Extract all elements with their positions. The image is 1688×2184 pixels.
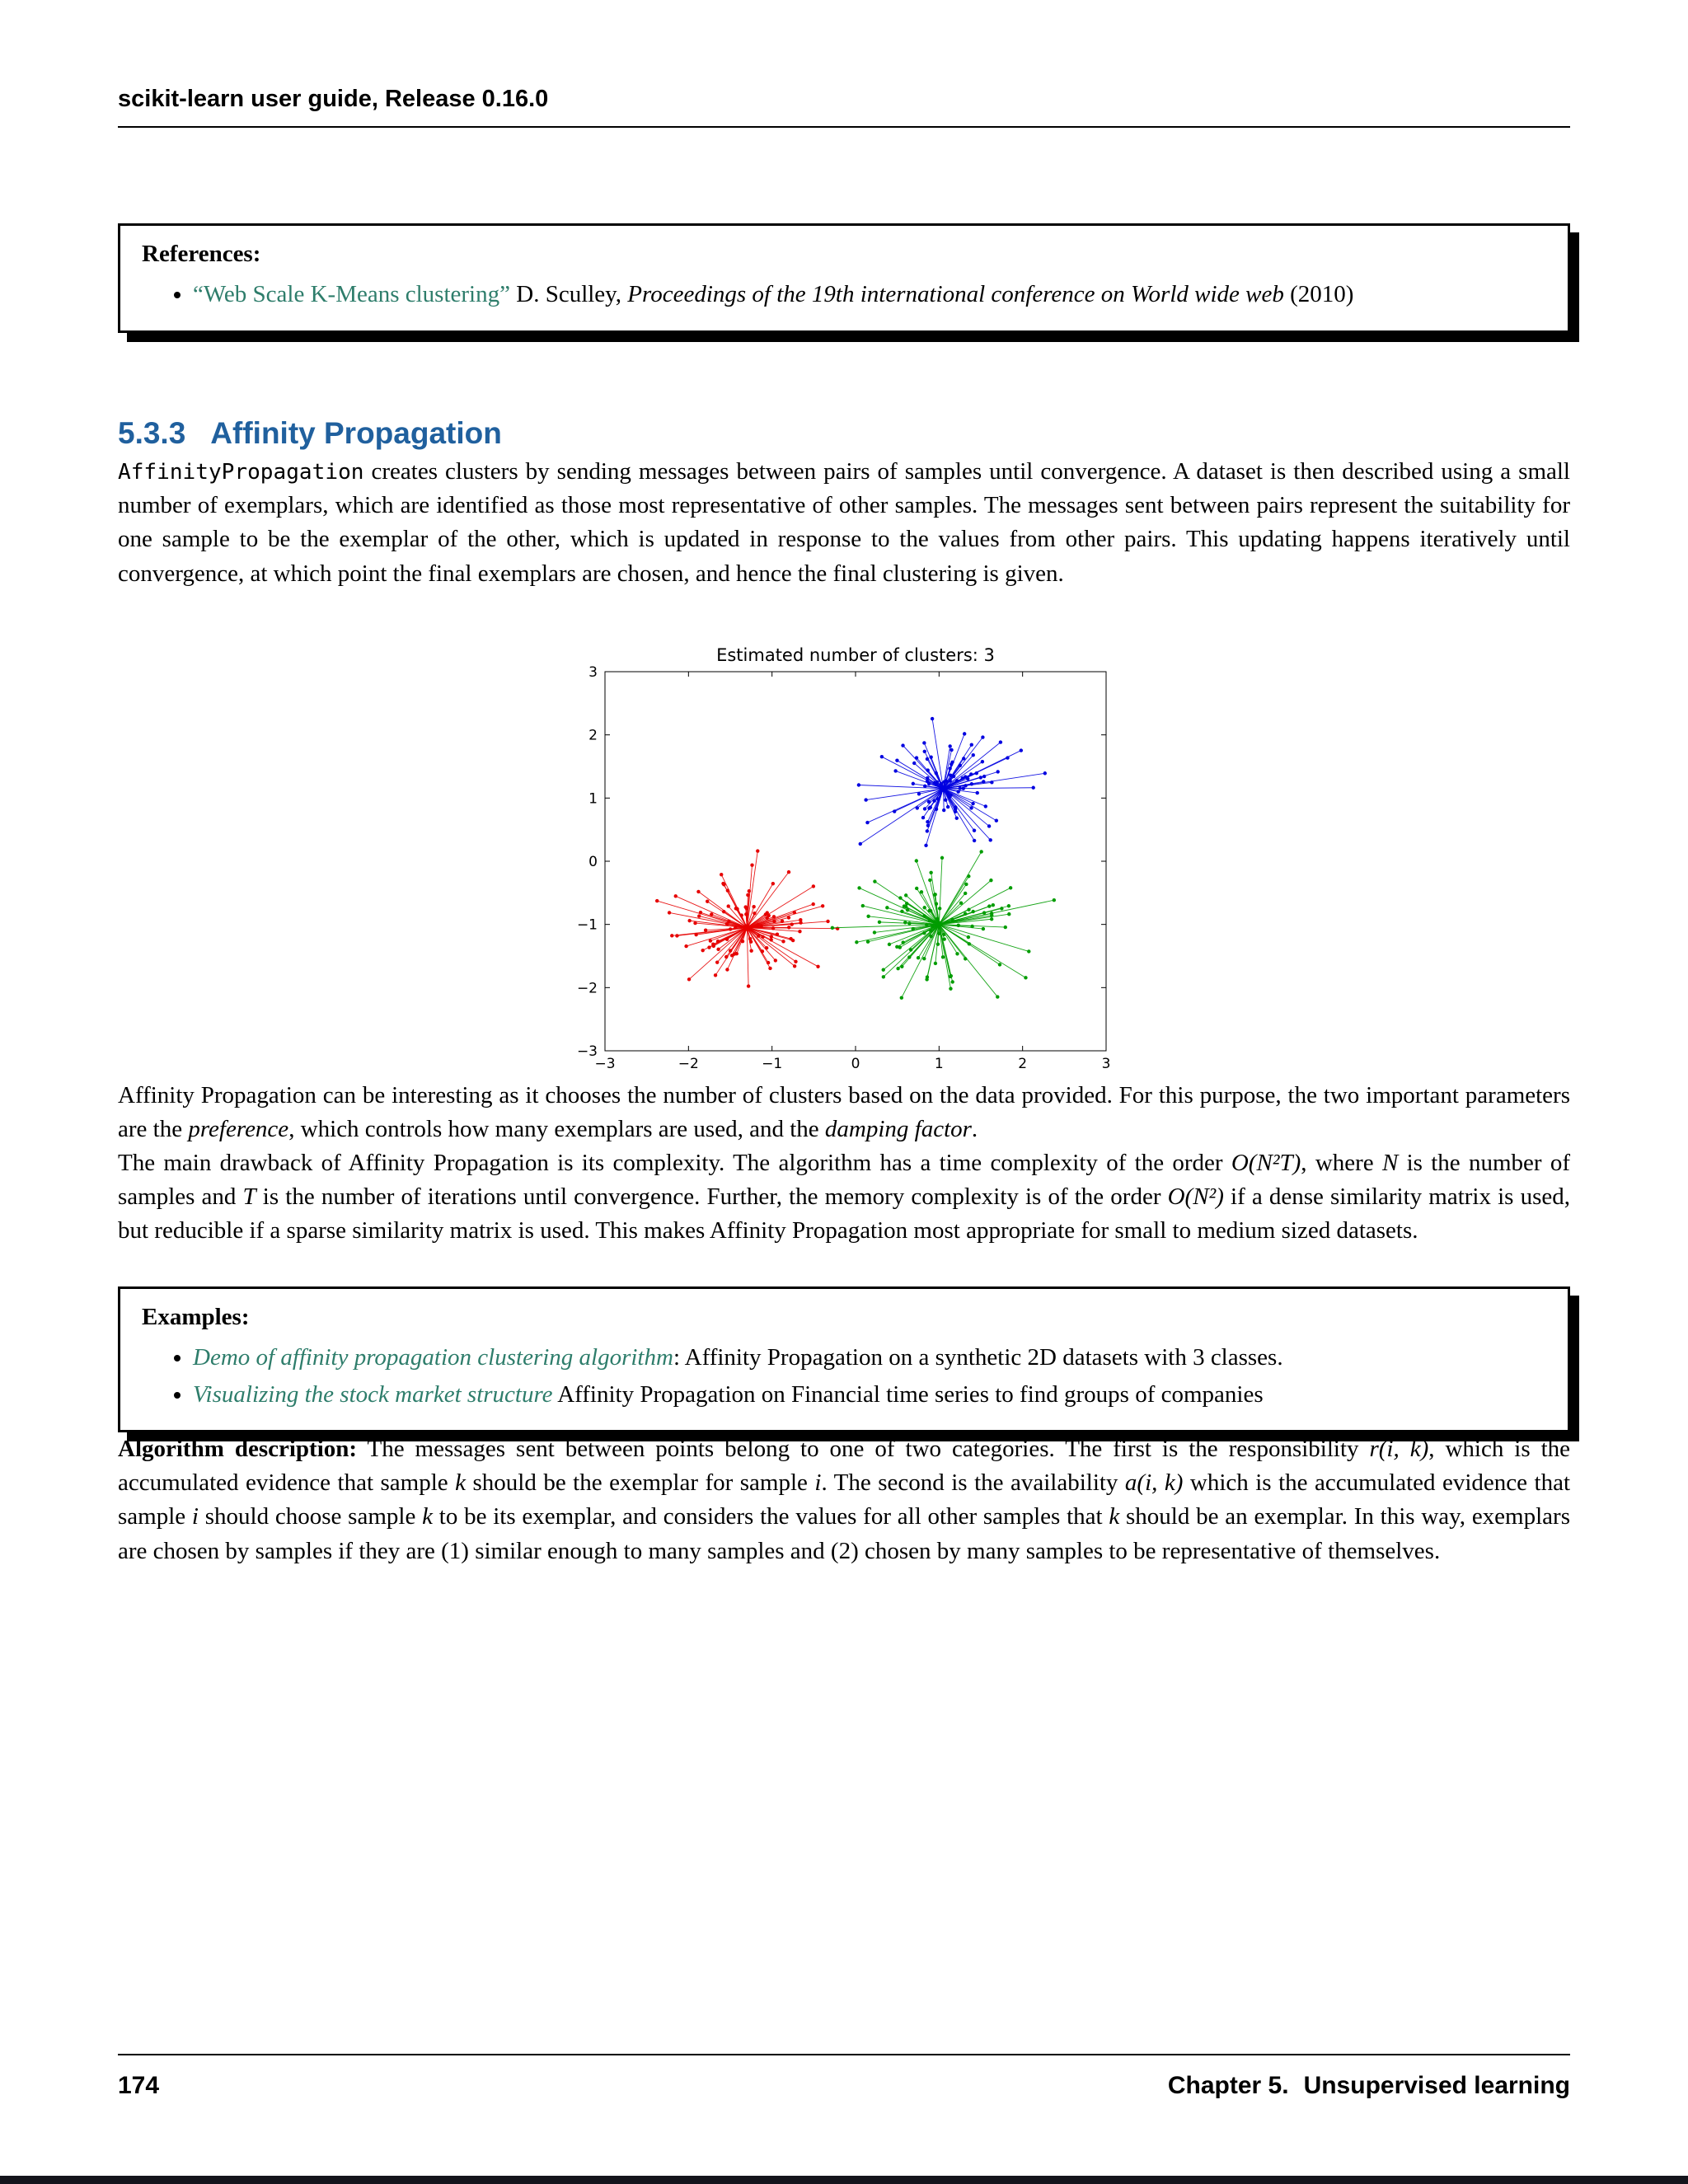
y-tick-label: −3 xyxy=(576,1043,598,1060)
y-tick-label: −1 xyxy=(576,916,598,934)
paragraph-interesting xyxy=(118,1079,1570,1146)
reference-item xyxy=(193,278,1546,312)
x-tick-label: 2 xyxy=(1018,1055,1028,1072)
references-box-label: References: xyxy=(142,241,261,268)
text-link[interactable]: Demo of affinity propagation clustering algorithm xyxy=(193,1343,673,1371)
text-segment: Algorithm description: xyxy=(118,1436,358,1463)
text-segment: is the number of samples and xyxy=(118,1150,1571,1211)
footer-chapter-label: Chapter 5. xyxy=(1167,2072,1289,2099)
x-tick-label: 1 xyxy=(934,1055,944,1072)
text-segment: to be its exemplar, and considers the values for all other samples that xyxy=(432,1503,1109,1530)
text-segment: (2010) xyxy=(1283,281,1354,308)
page-bottom-edge xyxy=(0,2176,1688,2184)
paragraph-algorithm-description xyxy=(118,1432,1570,1568)
x-tick-label: −3 xyxy=(594,1055,616,1072)
y-tick-label: 0 xyxy=(588,853,598,870)
examples-box xyxy=(118,1286,1570,1433)
text-segment: is the number of iterations until convergence. Further, the memory complexity is of the order xyxy=(256,1183,1168,1211)
text-segment: , which is the accumulated evidence that sample xyxy=(118,1436,1571,1497)
x-tick-label: 3 xyxy=(1101,1055,1111,1072)
text-segment: Affinity Propagation on Financial time series to find groups of companies xyxy=(552,1380,1264,1408)
y-tick-label: 3 xyxy=(588,663,598,681)
text-link[interactable]: “Web Scale K-Means clustering” xyxy=(193,281,510,308)
references-box xyxy=(118,223,1570,332)
text-segment: . xyxy=(971,1115,978,1142)
text-segment: N xyxy=(1381,1150,1399,1177)
text-segment: O(N²) xyxy=(1167,1183,1224,1211)
text-segment: AffinityPropagation xyxy=(118,460,364,485)
text-segment: damping factor xyxy=(824,1115,972,1142)
y-tick-label: 2 xyxy=(588,727,598,744)
chart-title: Estimated number of clusters: 3 xyxy=(716,644,995,665)
text-segment: . The second is the availability xyxy=(821,1469,1125,1497)
footer-chapter xyxy=(1168,2069,1570,2104)
text-segment: i xyxy=(191,1503,199,1530)
x-tick-label: −1 xyxy=(762,1055,783,1072)
references-list xyxy=(142,278,1546,312)
text-segment: should be the exemplar for sample xyxy=(466,1469,815,1497)
paragraph-drawback xyxy=(118,1146,1570,1249)
text-segment: a(i, k) xyxy=(1124,1469,1184,1497)
figure-container xyxy=(118,642,1570,1079)
footer-page-number: 174 xyxy=(118,2072,160,2099)
text-segment: k xyxy=(1109,1503,1120,1530)
text-segment: i xyxy=(814,1469,822,1497)
footer-chapter-title: Unsupervised learning xyxy=(1303,2072,1570,2099)
examples-box-label: Examples: xyxy=(142,1303,250,1330)
text-segment: k xyxy=(422,1503,433,1530)
section-heading xyxy=(118,412,1570,456)
paragraph-intro xyxy=(118,455,1570,591)
y-tick-label: −2 xyxy=(576,980,598,997)
examples-list xyxy=(142,1341,1546,1412)
x-tick-label: 0 xyxy=(851,1055,860,1072)
text-segment: if a dense similarity matrix is used, but reducible if a sparse similarity matrix is used. This makes Affinity Propagation most appropriate for small to medium sized datasets. xyxy=(118,1183,1570,1244)
text-segment: T xyxy=(242,1183,256,1211)
text-segment: k xyxy=(455,1469,467,1497)
x-tick-label: −2 xyxy=(678,1055,699,1072)
text-segment: should choose sample xyxy=(198,1503,423,1530)
text-segment: preference xyxy=(188,1115,289,1142)
text-segment: The messages sent between points belong to one of two categories. The first is the responsibility xyxy=(357,1436,1370,1463)
cluster-plot-svg xyxy=(564,642,1124,1079)
text-segment: r(i, k) xyxy=(1369,1436,1429,1463)
example-item xyxy=(193,1341,1546,1375)
text-segment: : Affinity Propagation on a synthetic 2D datasets with 3 classes. xyxy=(673,1343,1283,1371)
section-number: 5.3.3 xyxy=(118,415,186,450)
text-segment: Proceedings of the 19th international conference on World wide web xyxy=(627,281,1284,308)
example-item xyxy=(193,1378,1546,1412)
section-title: Affinity Propagation xyxy=(210,415,502,450)
text-segment: D. Sculley, xyxy=(510,281,628,308)
text-segment: which is the accumulated evidence that sample xyxy=(118,1469,1571,1530)
text-segment: O(N²T) xyxy=(1231,1150,1301,1177)
text-segment: creates clusters by sending messages between pairs of samples until convergence. A dataset is then described using a small number of exemplars, which are identified as those most representative of other samples. The messages sent between pairs represent the suitability for one sample to be the exemplar of the other, which is updated in response to the values from other pairs. This updating happens iteratively until convergence, at which point the final exemplars are chosen, and hence the final clustering is given. xyxy=(118,458,1570,587)
text-segment: , which controls how many exemplars are used, and the xyxy=(288,1115,825,1142)
text-link[interactable]: Visualizing the stock market structure xyxy=(193,1380,553,1408)
page-header xyxy=(118,0,1570,128)
text-segment: The main drawback of Affinity Propagation is its complexity. The algorithm has a time complexity of the order xyxy=(118,1150,1231,1177)
text-segment: should be an exemplar. In this way, exemplars are chosen by samples if they are (1) similar enough to many samples and (2) chosen by many samples to be representative of themselves. xyxy=(118,1503,1570,1564)
text-segment: , where xyxy=(1301,1150,1382,1177)
y-tick-label: 1 xyxy=(588,790,598,808)
header-title: scikit-learn user guide, Release 0.16.0 xyxy=(118,86,549,112)
page-footer xyxy=(118,2054,1570,2104)
text-segment: Affinity Propagation can be interesting as it chooses the number of clusters based on the data provided. For this purpose, the two important parameters are the xyxy=(118,1081,1570,1142)
